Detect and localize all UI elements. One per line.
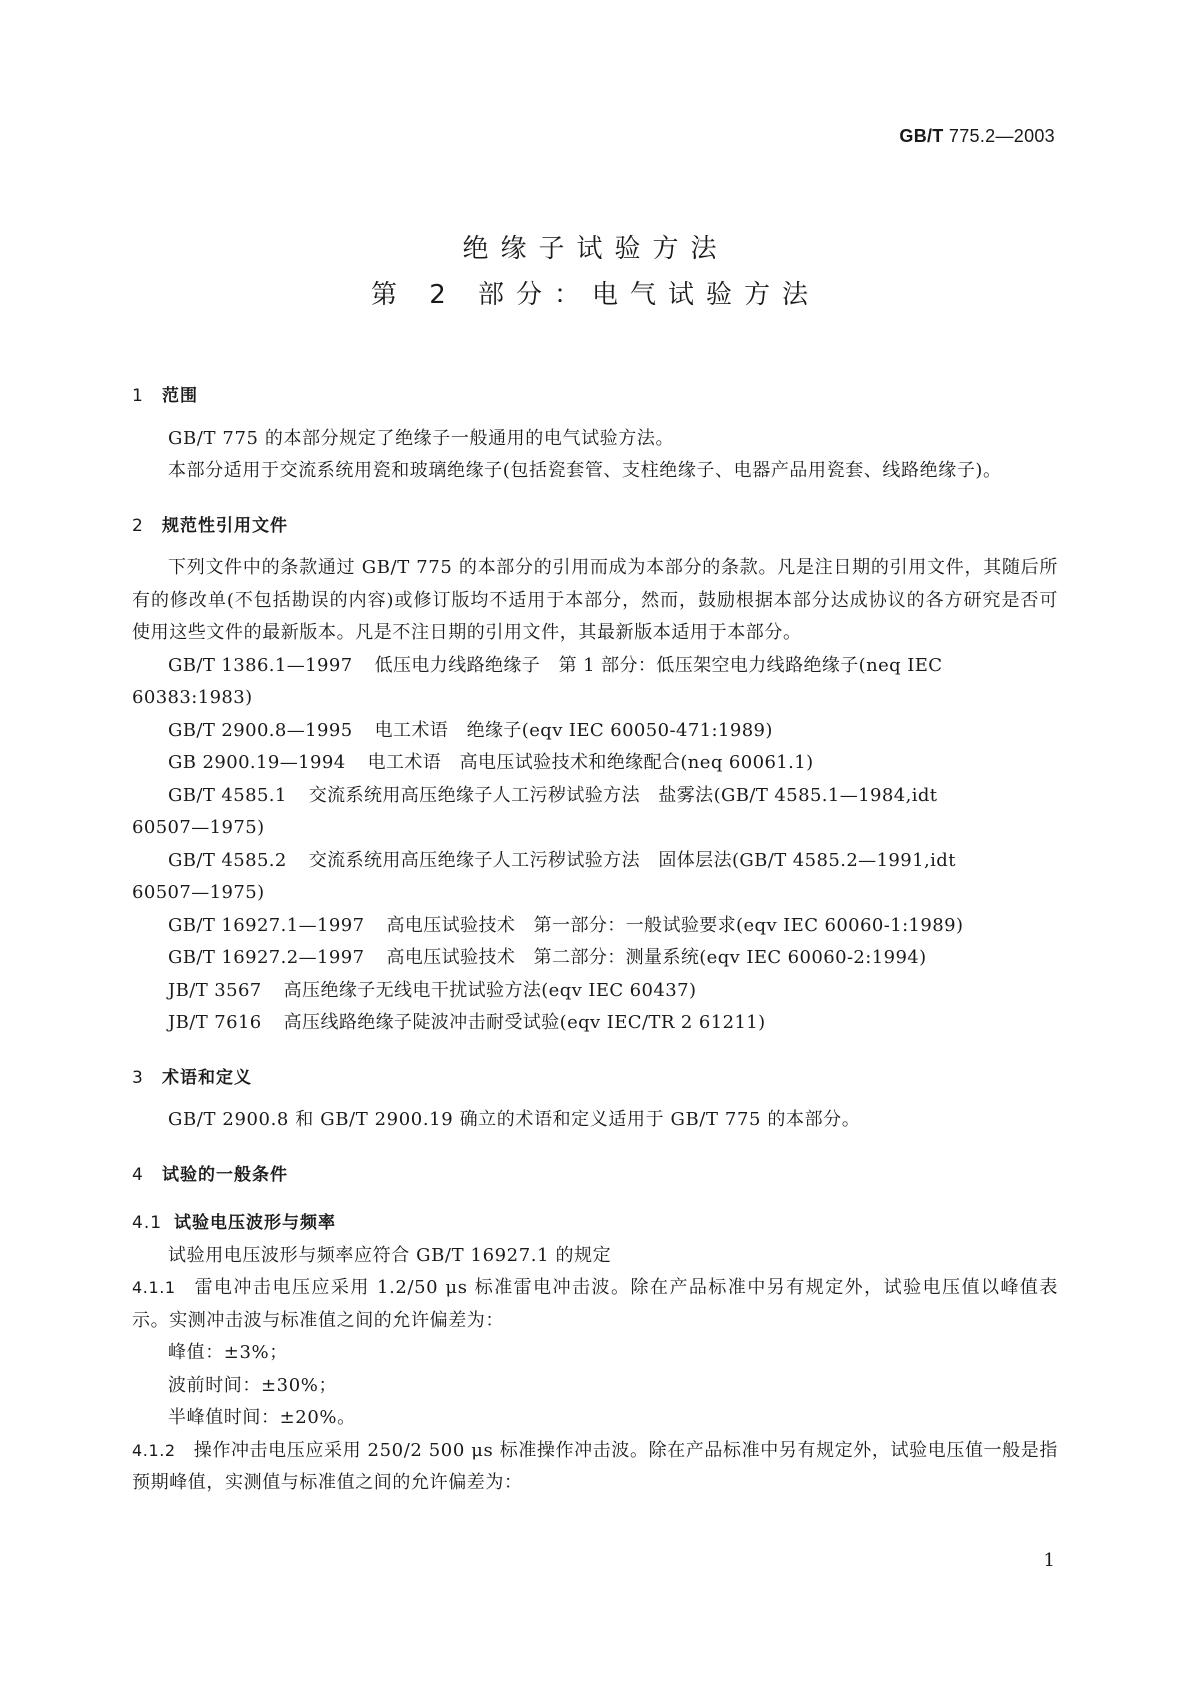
section-title: 试验的一般条件 [162, 1164, 288, 1185]
section-number: 2 [132, 515, 144, 536]
section-heading-2 [132, 510, 1058, 543]
reference-continuation: 60383:1983) [132, 687, 253, 708]
paragraph: GB/T 2900.8 和 GB/T 2900.19 确立的术语和定义适用于 GB/T 775 的本部分。 [168, 1109, 861, 1130]
paragraph: 本部分适用于交流系统用瓷和玻璃绝缘子(包括瓷套管、支柱绝缘子、电器产品用瓷套、线路绝缘子)。 [168, 460, 1002, 481]
tolerance-item: 半峰值时间：±20%。 [168, 1407, 356, 1428]
section-number: 4 [132, 1164, 144, 1185]
section-title: 范围 [162, 386, 198, 406]
clause-4-1-2 [132, 1435, 1058, 1500]
reference-continuation: 60507—1975) [132, 817, 265, 838]
section-title: 规范性引用文件 [162, 515, 288, 536]
reference-code: GB 2900.19—1994 [168, 752, 346, 773]
reference-title: 低压电力线路绝缘子 第 1 部分：低压架空电力线路绝缘子(neq IEC [374, 654, 943, 676]
reference-code: GB/T 16927.2—1997 [168, 947, 365, 968]
section-title: 术语和定义 [162, 1067, 252, 1088]
reference-title: 电工术语 高电压试验技术和绝缘配合(neq 60061.1) [367, 752, 814, 773]
reference-code: GB/T 1386.1—1997 [168, 654, 353, 676]
paragraph: 试验用电压波形与频率应符合 GB/T 16927.1 的规定 [168, 1244, 612, 1266]
reference-code: GB/T 16927.1—1997 [168, 914, 365, 936]
reference-title: 高压线路绝缘子陡波冲击耐受试验(eqv IEC/TR 2 61211) [283, 1012, 766, 1033]
standard-code-number: 775.2—2003 [943, 126, 1055, 146]
subsection-number: 4.1 [132, 1213, 163, 1233]
reference-title: 高电压试验技术 第二部分：测量系统(eqv IEC 60060-2:1994) [386, 947, 927, 968]
tolerance-item: 波前时间：±30%； [168, 1374, 338, 1396]
reference-item [132, 715, 1058, 748]
reference-item [132, 1007, 1058, 1040]
page-number: 1 [1043, 1550, 1055, 1571]
reference-title: 高电压试验技术 第一部分：一般试验要求(eqv IEC 60060-1:1989) [386, 914, 964, 936]
section-heading-1 [132, 380, 1058, 413]
section-number: 1 [132, 386, 144, 406]
section-heading-3 [132, 1062, 1058, 1095]
tolerance-item: 峰值：±3%； [168, 1342, 288, 1363]
standard-code [899, 126, 1055, 147]
reference-item [132, 910, 1058, 943]
reference-title: 电工术语 绝缘子(eqv IEC 60050-471:1989) [374, 719, 773, 741]
reference-code: JB/T 3567 [168, 979, 262, 1001]
document-body [132, 374, 1058, 1500]
document-title: 绝缘子试验方法 [462, 234, 729, 264]
reference-continuation: 60507—1975) [132, 882, 265, 903]
clause-4-1-1 [132, 1272, 1058, 1337]
reference-code: GB/T 4585.1 [168, 784, 287, 806]
subsection-title: 试验电压波形与频率 [174, 1213, 336, 1233]
clause-number: 4.1.1 [132, 1278, 176, 1297]
reference-title: 高压绝缘子无线电干扰试验方法(eqv IEC 60437) [283, 979, 697, 1001]
section-heading-4 [132, 1159, 1058, 1192]
standard-code-prefix: GB/T [899, 126, 944, 146]
clause-number: 4.1.2 [132, 1440, 176, 1460]
reference-item [132, 747, 1058, 780]
reference-item [132, 650, 1058, 683]
reference-code: GB/T 2900.8—1995 [168, 719, 353, 741]
clause-text: 操作冲击电压应采用 250/2 500 μs 标准操作冲击波。除在产品标准中另有规定外，试验电压值一般是指预期峰值，实测值与标准值之间的允许偏差为： [132, 1439, 1058, 1493]
reference-title: 交流系统用高压绝缘子人工污秽试验方法 固体层法(GB/T 4585.2—1991,idt [308, 849, 956, 871]
reference-item [132, 780, 1058, 813]
reference-item [132, 975, 1058, 1008]
reference-code: GB/T 4585.2 [168, 849, 287, 871]
subsection-heading-4-1 [132, 1207, 1058, 1240]
paragraph: 下列文件中的条款通过 GB/T 775 的本部分的引用而成为本部分的条款。凡是注日期的引用文件，其随后所有的修改单(不包括勘误的内容)或修订版均不适用于本部分，然而，鼓励根据本部分达成协议的各方研究是否可使用这些文件的最新版本。凡是不注日期的引用文件，其最新版本适用于本部分。 [132, 557, 1058, 643]
reference-title: 交流系统用高压绝缘子人工污秽试验方法 盐雾法(GB/T 4585.1—1984,idt [308, 784, 938, 806]
clause-text: 雷电冲击电压应采用 1.2/50 μs 标准雷电冲击波。除在产品标准中另有规定外，试验电压值以峰值表示。实测冲击波与标准值之间的允许偏差为： [132, 1277, 1058, 1331]
paragraph: GB/T 775 的本部分规定了绝缘子一般通用的电气试验方法。 [168, 427, 675, 449]
reference-code: JB/T 7616 [168, 1012, 262, 1033]
section-number: 3 [132, 1067, 144, 1088]
reference-item [132, 845, 1058, 878]
document-subtitle: 第 2 部分：电气试验方法 [370, 280, 821, 310]
reference-item [132, 942, 1058, 975]
